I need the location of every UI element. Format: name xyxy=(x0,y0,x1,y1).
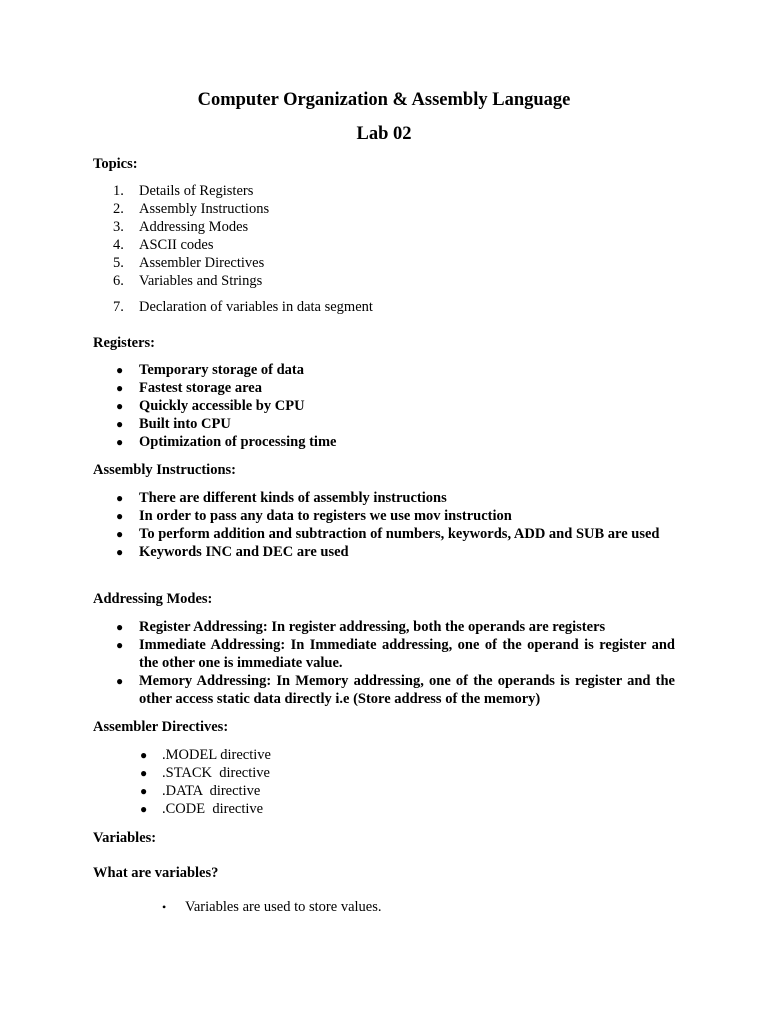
list-item: ● Memory Addressing: In Memory addressing, one of the operands is register and the other access static data directly i.e (Store address of the memory) xyxy=(116,673,675,707)
list-item: ● Built into CPU xyxy=(116,416,231,432)
directives-list xyxy=(93,746,675,818)
document-subtitle: Lab 02 xyxy=(356,124,412,144)
list-item: 4. ASCII codes xyxy=(113,237,214,253)
document-title: Computer Organization & Assembly Language xyxy=(197,90,571,110)
topics-list xyxy=(93,182,675,316)
list-item: ● Optimization of processing time xyxy=(116,434,337,450)
list-item: ● .STACK directive xyxy=(140,765,270,781)
topics-heading: Topics: xyxy=(93,156,138,172)
list-item: 2. Assembly Instructions xyxy=(113,201,270,217)
registers-heading: Registers: xyxy=(93,335,156,351)
registers-list xyxy=(93,361,675,451)
list-item: ● Fastest storage area xyxy=(116,380,262,396)
list-item: ● .CODE directive xyxy=(140,801,264,817)
list-item: ● .DATA directive xyxy=(140,783,261,799)
instructions-list xyxy=(93,489,675,561)
addressing-list xyxy=(93,618,675,708)
list-item: ● To perform addition and subtraction of numbers, keywords, ADD and SUB are used xyxy=(116,526,660,542)
list-item: ● Temporary storage of data xyxy=(116,362,304,378)
what-are-variables-heading: What are variables? xyxy=(93,865,219,881)
list-item: ● In order to pass any data to registers we use mov instruction xyxy=(116,508,512,524)
list-item: ● Register Addressing: In register addressing, both the operands are registers xyxy=(116,619,606,635)
list-item: ● Keywords INC and DEC are used xyxy=(116,544,349,560)
list-item: • Variables are used to store values. xyxy=(162,899,382,915)
variables-heading: Variables: xyxy=(93,830,157,846)
list-item: ● Immediate Addressing: In Immediate addressing, one of the operand is register and the other one is immediate value. xyxy=(116,637,675,671)
instructions-heading: Assembly Instructions: xyxy=(93,462,236,478)
addressing-heading: Addressing Modes: xyxy=(93,591,213,607)
directives-heading: Assembler Directives: xyxy=(93,719,229,735)
list-item: 5. Assembler Directives xyxy=(113,255,265,271)
list-item: ● Quickly accessible by CPU xyxy=(116,398,305,414)
list-item: 6. Variables and Strings xyxy=(113,273,263,289)
list-item: ● .MODEL directive xyxy=(140,747,271,763)
variables-list xyxy=(162,898,382,916)
list-item: 3. Addressing Modes xyxy=(113,219,249,235)
list-item: 7. Declaration of variables in data segment xyxy=(113,299,373,315)
list-item: 1. Details of Registers xyxy=(113,183,254,199)
list-item: ● There are different kinds of assembly instructions xyxy=(116,490,447,506)
